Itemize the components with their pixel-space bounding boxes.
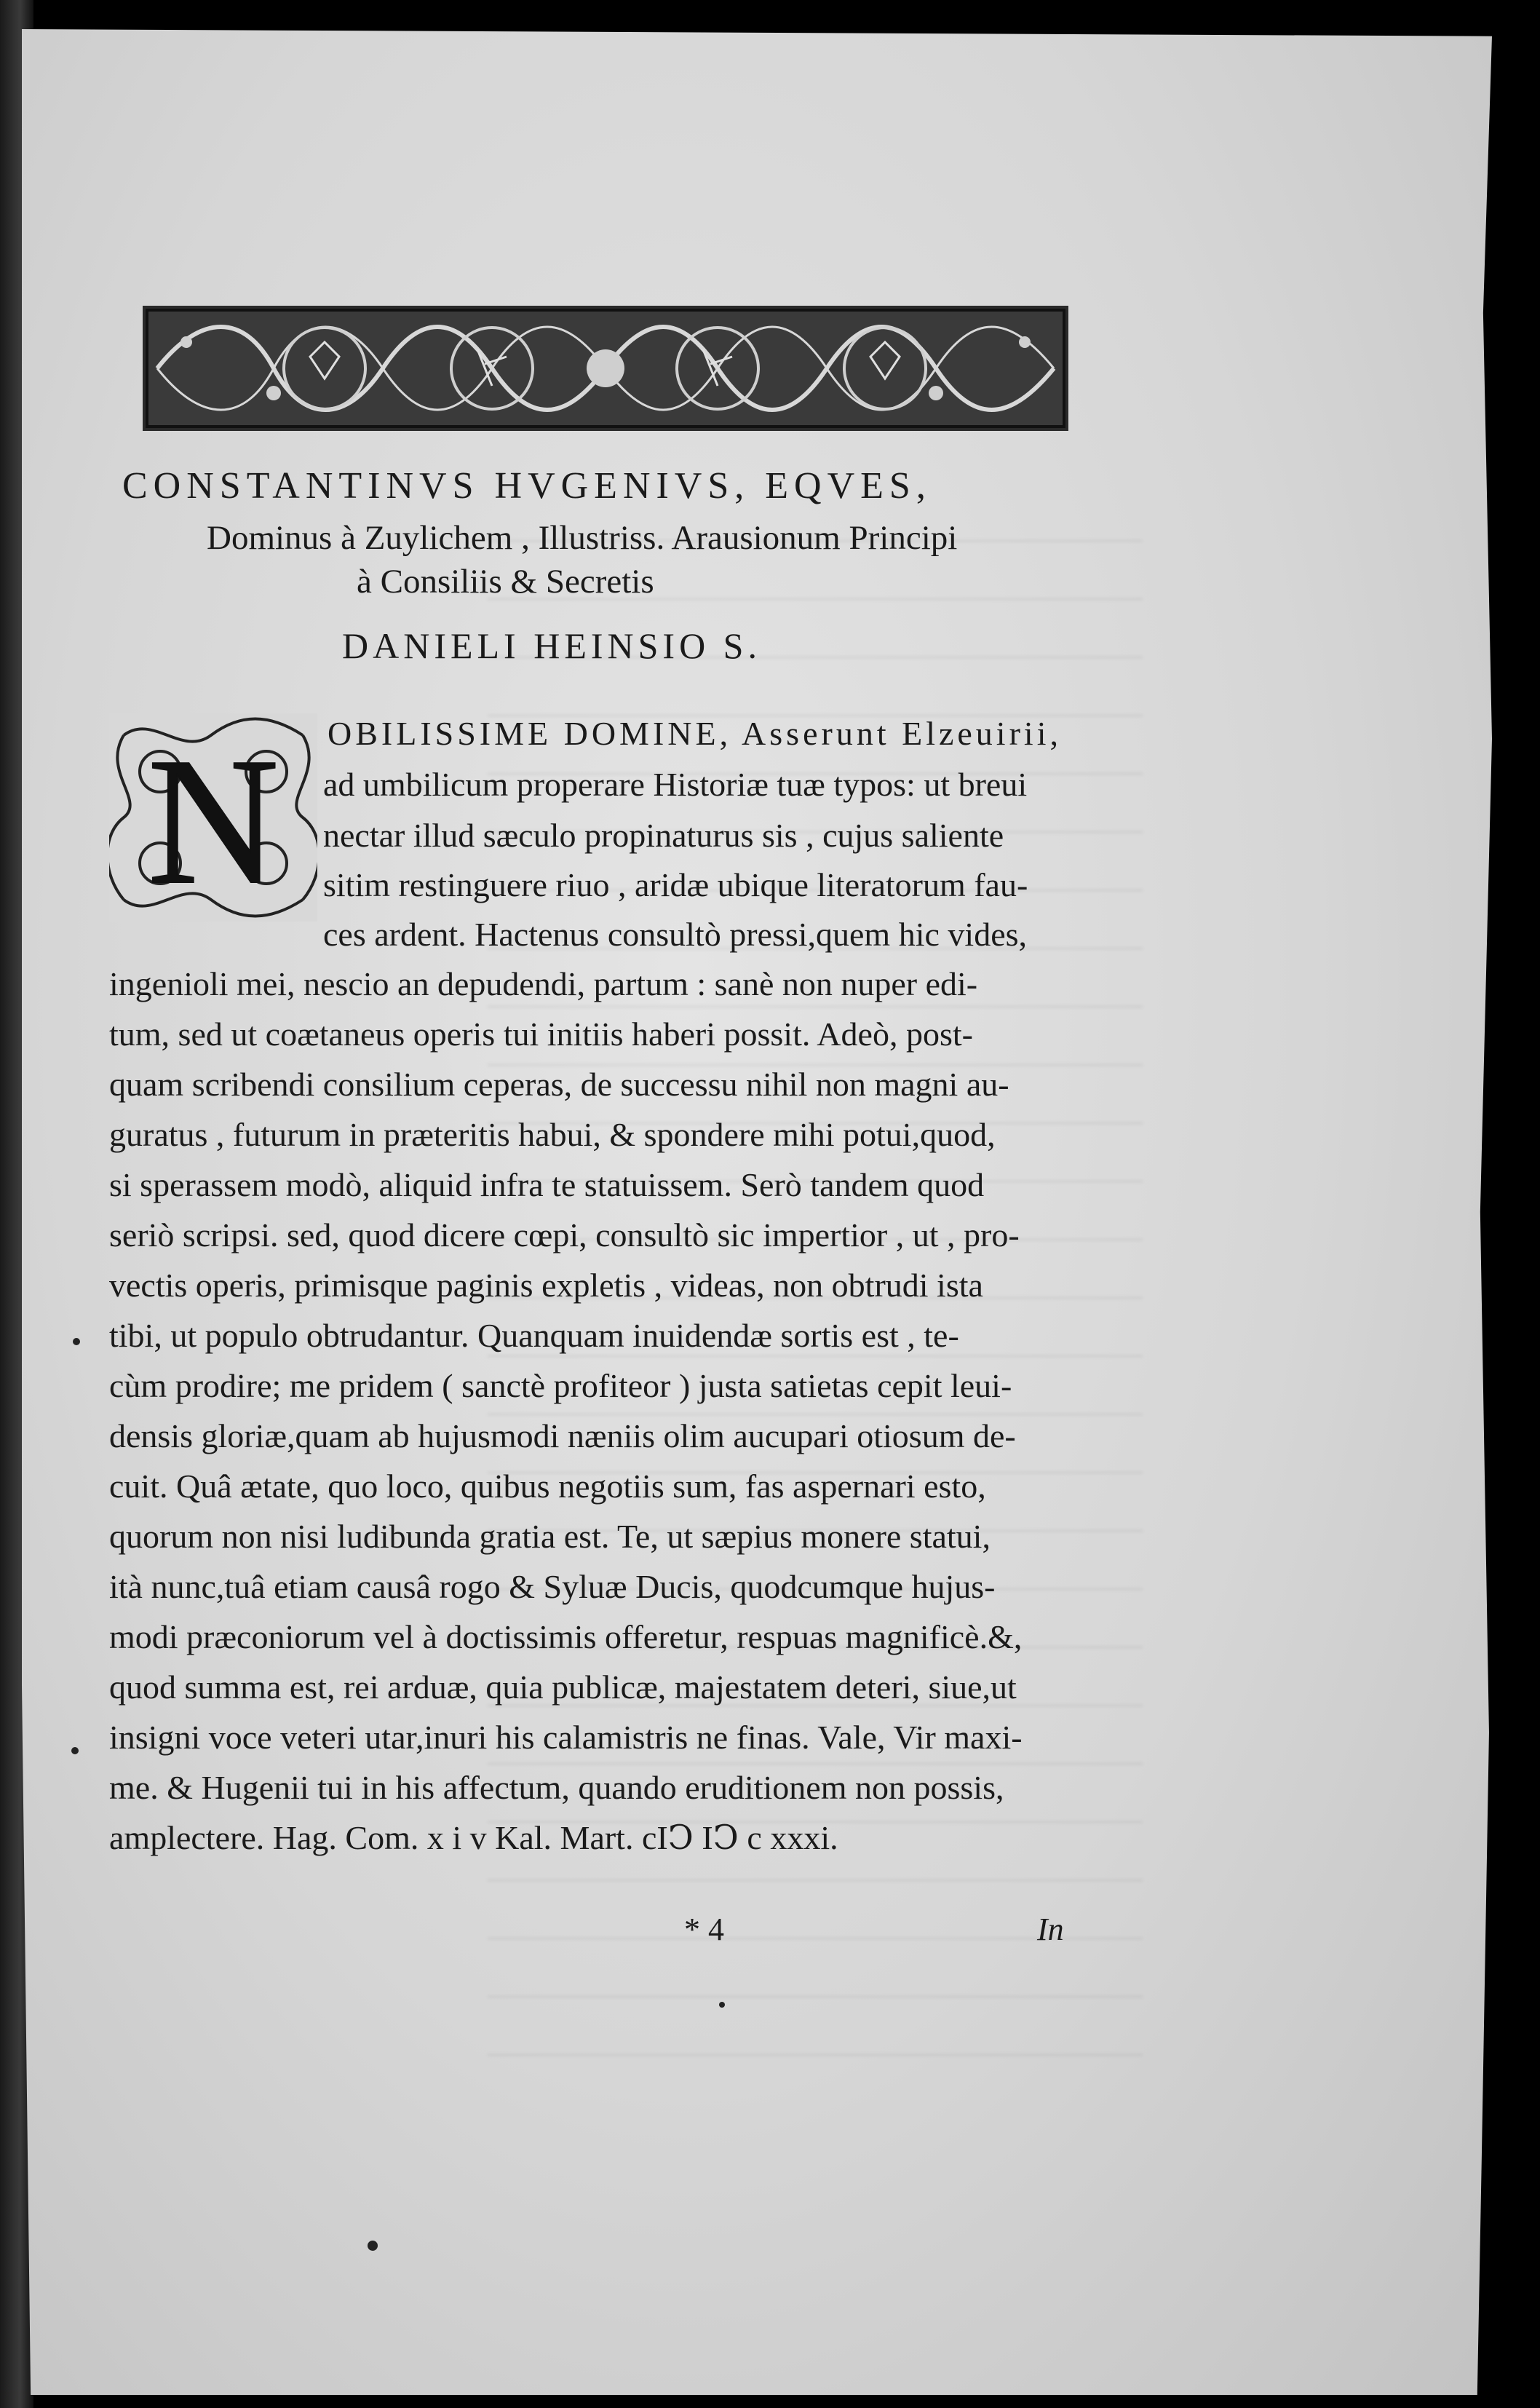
ornamental-headpiece — [143, 306, 1068, 431]
body-line-19: modi præconiorum vel à doctissimis offeretur, respuas magnificè.&, — [109, 1618, 1023, 1655]
heading-addressee: DANIELI HEINSIO S. — [342, 625, 761, 666]
body-line-17: quorum non nisi ludibunda gratia est. Te, ut sæpius monere statui, — [109, 1518, 991, 1555]
body-line-18: ità nunc,tuâ etiam causâ rogo & Syluæ Ducis, quodcumque hujus- — [109, 1568, 996, 1605]
body-line-11: seriò scripsi. sed, quod dicere cœpi, consultò sic impertior , ut , pro- — [109, 1216, 1020, 1253]
body-line-15: densis gloriæ,quam ab hujusmodi næniis olim aucupari otiosum de- — [109, 1417, 1016, 1454]
body-line-3: nectar illud sæculo propinaturus sis , cujus saliente — [323, 817, 1004, 854]
body-line-14: cùm prodire; me pridem ( sanctè profiteor ) justa satietas cepit leui- — [109, 1367, 1012, 1404]
initial-letter: N — [147, 721, 279, 922]
body-line-10: si sperassem modò, aliquid infra te statuissem. Serò tandem quod — [109, 1166, 985, 1203]
body-line-13: tibi, ut populo obtrudantur. Quanquam inuidendæ sortis est , te- — [109, 1317, 959, 1354]
heading-title-line: Dominus à Zuylichem , Illustriss. Arausionum Principi — [207, 519, 958, 557]
body-line-2: ad umbilicum properare Historiæ tuæ typos: ut breui — [323, 766, 1028, 803]
ink-speck — [73, 1338, 80, 1345]
heading-office-line: à Consiliis & Secretis — [357, 563, 654, 601]
catchword: In — [1037, 1912, 1064, 1947]
body-line-7: tum, sed ut coætaneus operis tui initiis haberi possit. Adeò, post- — [109, 1015, 973, 1053]
body-line-23: amplectere. Hag. Com. x i v Kal. Mart. cIↃ IↃ c xxxi. — [109, 1819, 838, 1856]
ink-speck — [368, 2241, 378, 2251]
body-line-21: insigni voce veteri utar,inuri his calamistris ne finas. Vale, Vir maxi- — [109, 1719, 1023, 1756]
body-line-12: vectis operis, primisque paginis expletis , videas, non obtrudi ista — [109, 1267, 983, 1304]
body-line-4: sitim restinguere riuo , aridæ ubique literatorum fau- — [323, 866, 1028, 903]
body-line-22: me. & Hugenii tui in his affectum, quando eruditionem non possis, — [109, 1769, 1004, 1806]
body-line-1: OBILISSIME DOMINE, Asserunt Elzeuirii, — [328, 715, 1062, 752]
body-line-8: quam scribendi consilium ceperas, de successu nihil non magni au- — [109, 1066, 1009, 1103]
ink-speck — [719, 2002, 725, 2008]
decorated-initial-n — [109, 713, 317, 922]
ink-speck — [71, 1747, 79, 1754]
signature-mark: * 4 — [684, 1912, 724, 1947]
body-line-9: guratus , futurum in præteritis habui, & spondere mihi potui,quod, — [109, 1116, 996, 1153]
body-line-16: cuit. Quâ ætate, quo loco, quibus negotiis sum, fas aspernari esto, — [109, 1468, 986, 1505]
body-line-5: ces ardent. Hactenus consultò pressi,quem hic vides, — [323, 916, 1028, 953]
body-line-20: quod summa est, rei arduæ, quia publicæ, majestatem deteri, siue,ut — [109, 1668, 1017, 1706]
body-line-6: ingenioli mei, nescio an depudendi, partum : sanè non nuper edi- — [109, 965, 978, 1002]
heading-author: CONSTANTINVS HVGENIVS, EQVES, — [122, 465, 932, 507]
